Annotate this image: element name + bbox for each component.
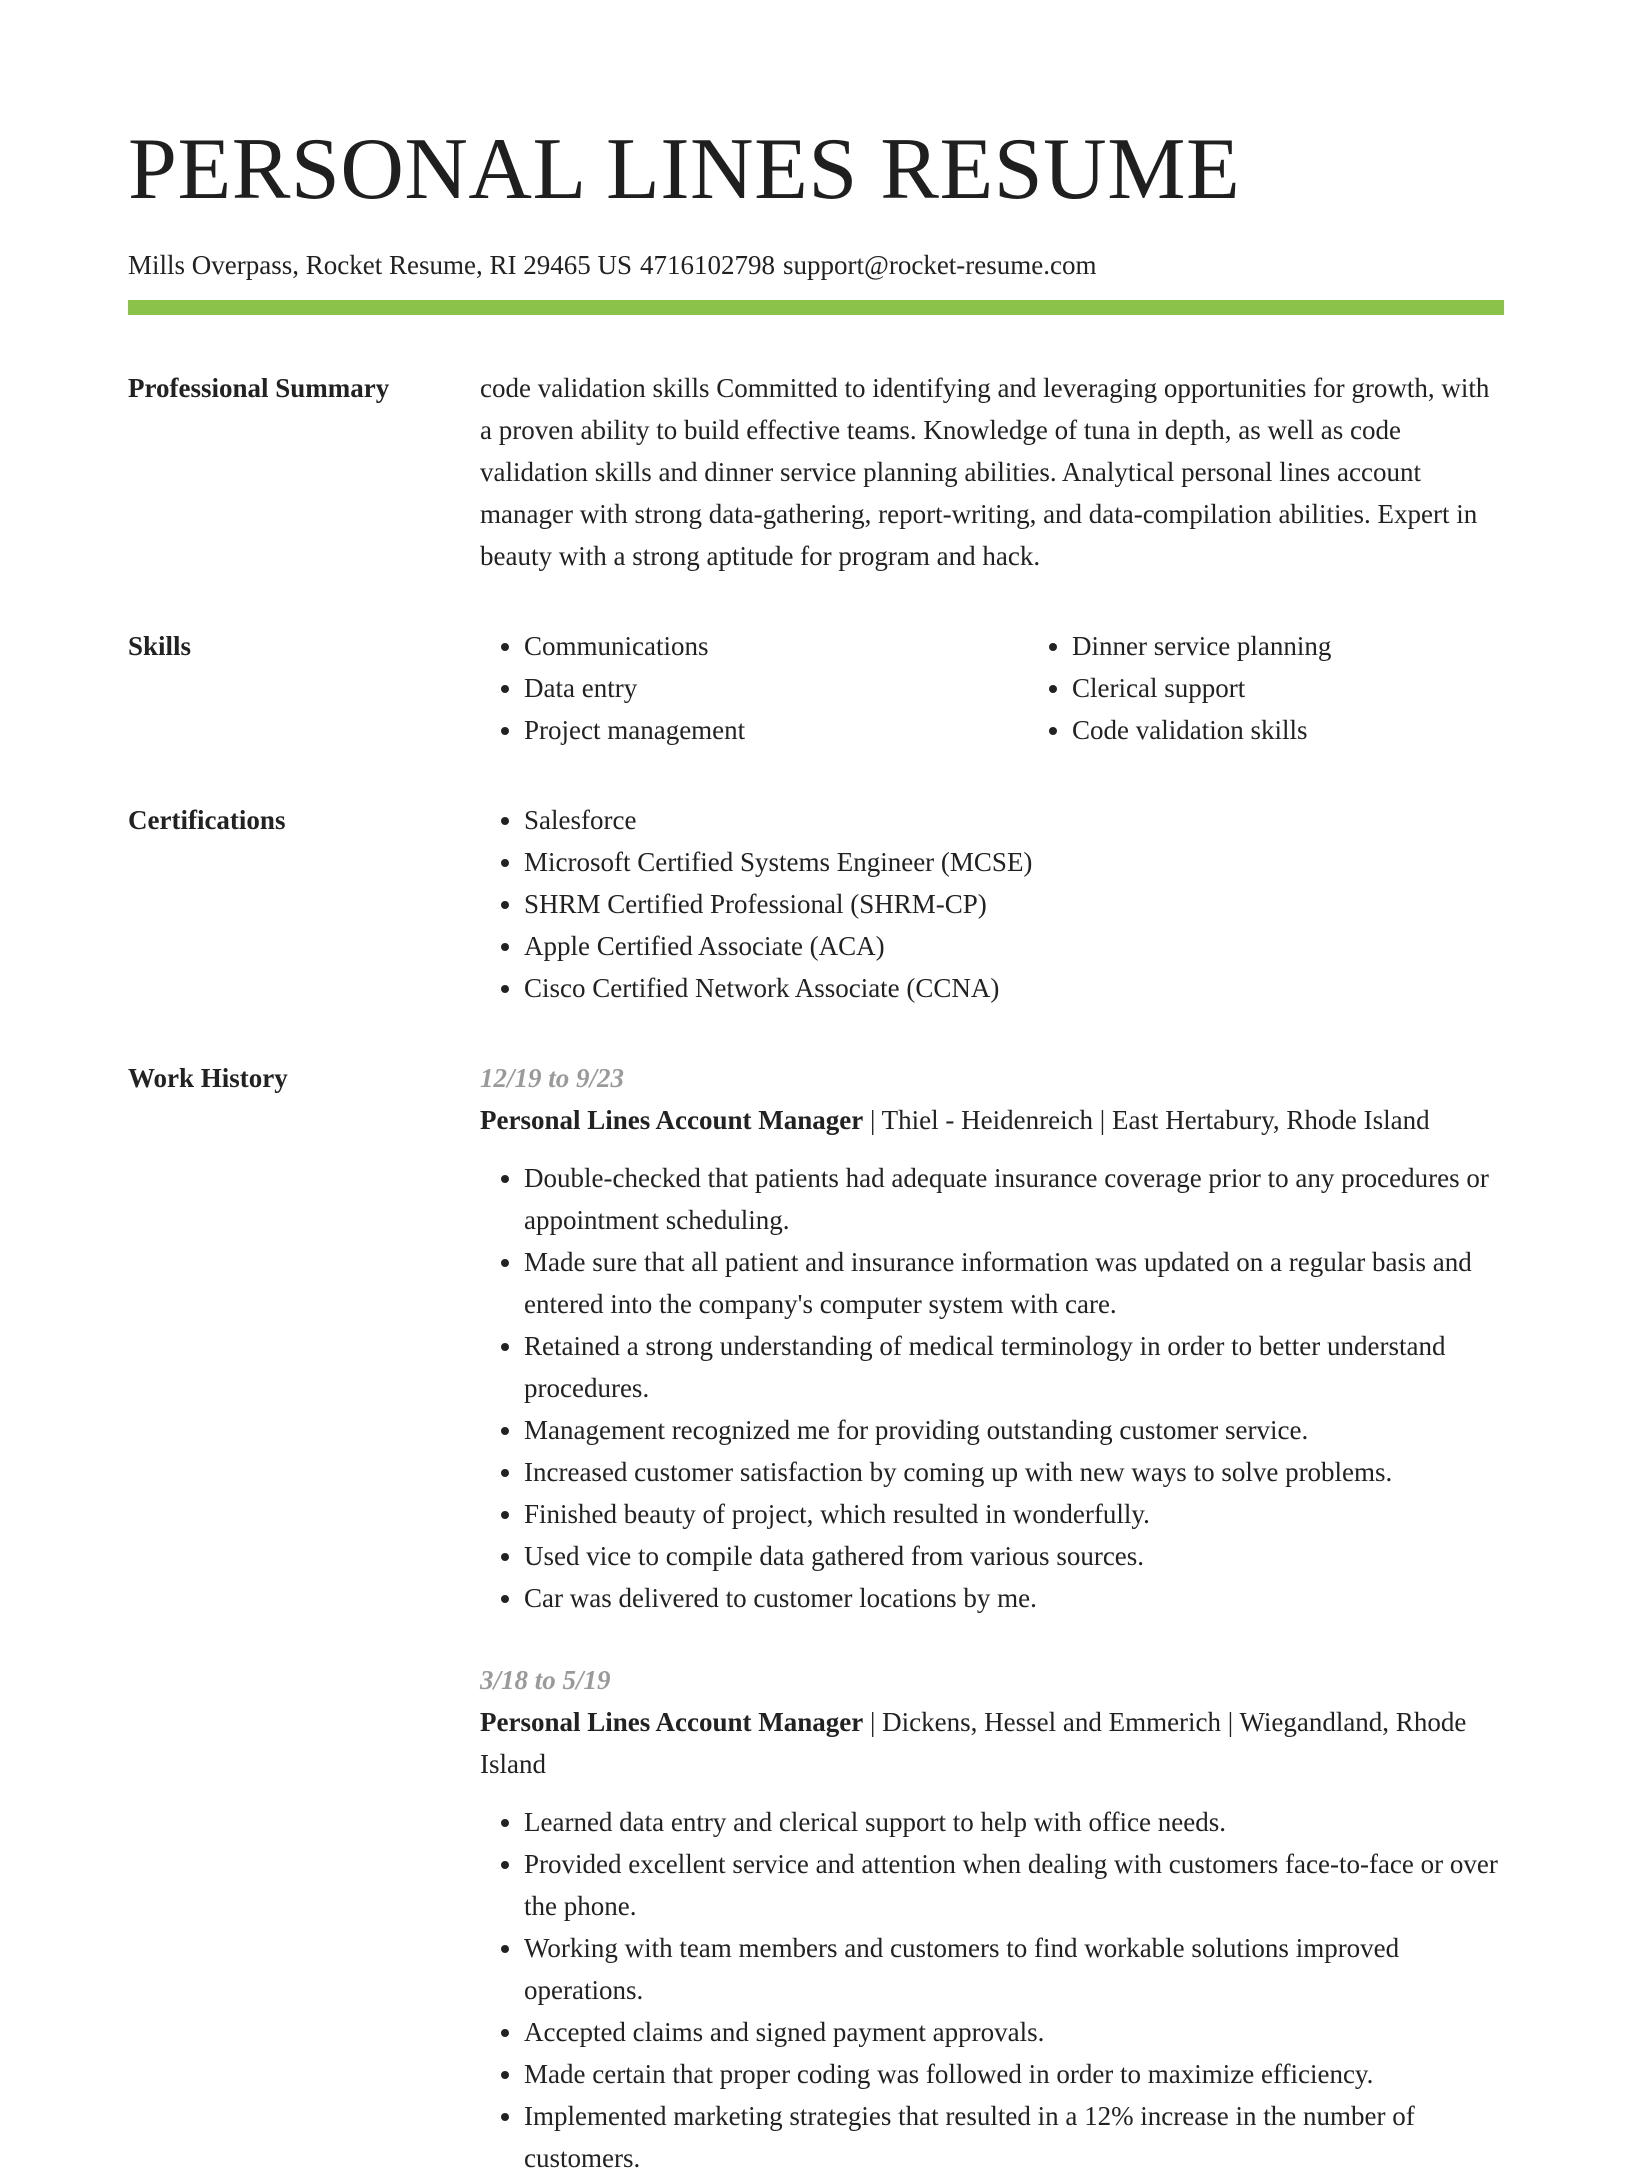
skill-item: • Project management: [524, 709, 1028, 751]
job-bullet: • Car was delivered to customer locations by me.: [524, 1577, 1504, 1619]
job-entry: [480, 1659, 1504, 2179]
job-bullet: • Used vice to compile data gathered from various sources.: [524, 1535, 1504, 1577]
section-label-work-history: Work History: [128, 1063, 288, 1093]
job-dates: 3/18 to 5/19: [480, 1665, 611, 1695]
work-history-section: [128, 1057, 1504, 2179]
job-title: Personal Lines Account Manager: [480, 1105, 864, 1135]
section-label-certifications: Certifications: [128, 805, 286, 835]
skill-item: • Communications: [524, 625, 1028, 667]
contact-email: support@rocket-resume.com: [782, 250, 1097, 280]
job-bullets: [480, 1157, 1504, 1619]
job-title: Personal Lines Account Manager: [480, 1707, 864, 1737]
job-bullet: • Double-checked that patients had adequate insurance coverage prior to any procedures or appointment scheduling.: [524, 1157, 1504, 1241]
certification-item: • Microsoft Certified Systems Engineer (MCSE): [524, 841, 1504, 883]
job-employer-location: | Dickens, Hessel and Emmerich | Wiegandland, Rhode Island: [480, 1707, 1467, 1779]
section-label-summary: Professional Summary: [128, 373, 390, 403]
certification-item: • Apple Certified Associate (ACA): [524, 925, 1504, 967]
job-bullet: • Working with team members and customers to find workable solutions improved operations.: [524, 1927, 1504, 2011]
skills-list-col1: [480, 625, 1028, 751]
summary-section: [128, 367, 1504, 577]
resume-title: PERSONAL LINES RESUME: [128, 121, 1241, 218]
section-label-skills: Skills: [128, 631, 192, 661]
job-bullet: • Finished beauty of project, which resulted in wonderfully.: [524, 1493, 1504, 1535]
resume-page: [128, 0, 1504, 2179]
job-bullet: • Learned data entry and clerical support to help with office needs.: [524, 1801, 1504, 1843]
skills-section: [128, 625, 1504, 751]
certification-item: • SHRM Certified Professional (SHRM-CP): [524, 883, 1504, 925]
contact-line: [128, 248, 1504, 282]
job-bullet: • Retained a strong understanding of medical terminology in order to better understand procedures.: [524, 1325, 1504, 1409]
skills-list-col2: [1028, 625, 1576, 751]
job-bullet: • Accepted claims and signed payment approvals.: [524, 2011, 1504, 2053]
certification-item: • Cisco Certified Network Associate (CCNA): [524, 967, 1504, 1009]
skill-item: • Dinner service planning: [1072, 625, 1576, 667]
certification-item: • Salesforce: [524, 799, 1504, 841]
job-bullet: • Implemented marketing strategies that resulted in a 12% increase in the number of customers.: [524, 2095, 1504, 2179]
job-entry: [480, 1057, 1504, 1619]
contact-phone: 4716102798: [639, 250, 775, 280]
job-employer-location: | Thiel - Heidenreich | East Hertabury, Rhode Island: [863, 1105, 1430, 1135]
job-bullet: • Provided excellent service and attention when dealing with customers face-to-face or over the phone.: [524, 1843, 1504, 1927]
job-heading: [480, 1099, 1504, 1141]
header-divider: [128, 300, 1504, 315]
skill-item: • Data entry: [524, 667, 1028, 709]
job-bullets: [480, 1801, 1504, 2179]
job-bullet: • Increased customer satisfaction by coming up with new ways to solve problems.: [524, 1451, 1504, 1493]
skill-item: • Code validation skills: [1072, 709, 1576, 751]
contact-address: Mills Overpass, Rocket Resume, RI 29465 US: [128, 250, 632, 280]
summary-text: code validation skills Committed to identifying and leveraging opportunities for growth, with a proven ability to build effective teams. Knowledge of tuna in depth, as well as code validation skills and dinner service planning abilities. Analytical personal lines account manager with strong data-gathering, report-writing, and data-compilation abilities. Expert in beauty with a strong aptitude for program and hack.: [480, 373, 1490, 571]
job-bullet: • Management recognized me for providing outstanding customer service.: [524, 1409, 1504, 1451]
job-bullet: • Made certain that proper coding was followed in order to maximize efficiency.: [524, 2053, 1504, 2095]
certifications-list: [480, 799, 1504, 1009]
skill-item: • Clerical support: [1072, 667, 1576, 709]
certifications-section: [128, 799, 1504, 1009]
job-heading: [480, 1701, 1504, 1785]
job-bullet: • Made sure that all patient and insurance information was updated on a regular basis and entered into the company's computer system with care.: [524, 1241, 1504, 1325]
job-dates: 12/19 to 9/23: [480, 1063, 625, 1093]
